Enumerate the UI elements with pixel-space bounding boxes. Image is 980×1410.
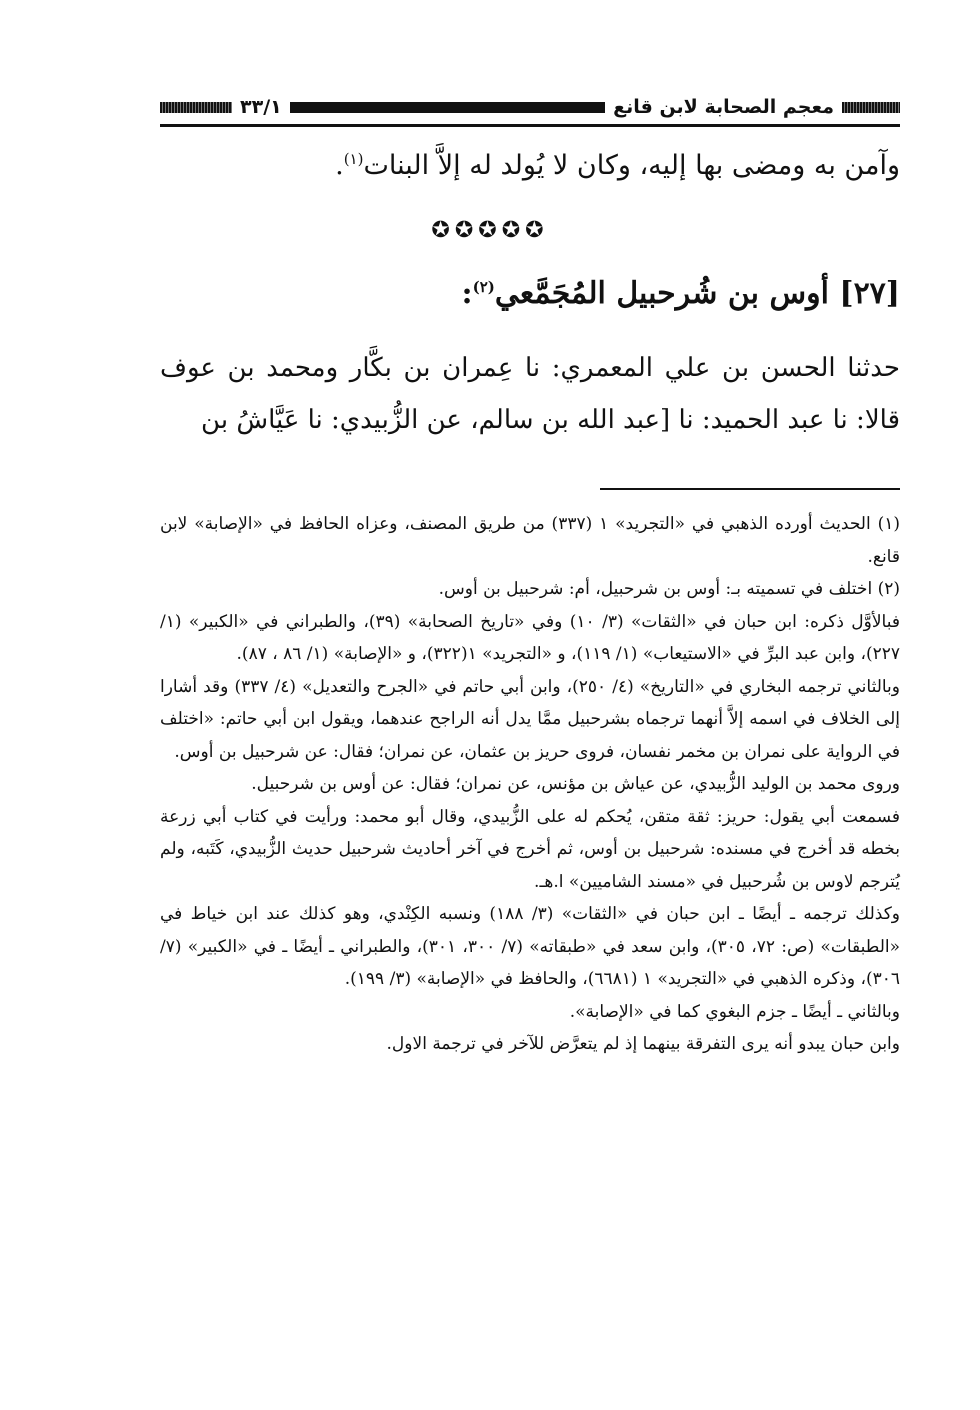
footnote-2-para-5: وكذلك ترجمه ـ أيضًا ـ ابن حبان في «الثقات» (٣/ ١٨٨) ونسبه الكِنْدي، وهو كذلك عند ابن خياط في «الطبقات» (ص: ٧٢، ٣٠٥)، وابن سعد في «طبقاته» (٧/ ٣٠٠، ٣٠١)، والطبراني ـ أيضًا ـ في «الكبير» (٧/ ٣٠٦)، وذكره الذهبي في «التجريد» ١ (٦٦٨١)، والحافظ في «الإصابة» (٣/ ١٩٩).	[160, 904, 900, 989]
body-line-1-end: .	[335, 150, 344, 181]
header-ornament-left	[160, 102, 232, 113]
footnote-separator	[600, 488, 900, 490]
footnote-2-para-4: فسمعت أبي يقول: حريز: ثقة متقن، يُحكم له على الزُّبيدي، وقال أبو محمد: ورأيت في كتاب أبي زرعة بخطه قد أخرج في مسنده: شرحبيل بن أوس، ثم أخرج في آخر أحاديث شرحبيل حديث الزُّبيدي، كَتَبه، ولم يُترجم لاوس بن شُرحبيل في «مسند الشاميين» ا.هـ.	[160, 806, 900, 892]
footnote-ref-1: (١)	[343, 150, 364, 168]
header-page-number: ٣٣/١	[240, 96, 282, 118]
entry-heading	[462, 276, 900, 311]
footnote-2-para-3: وروى محمد بن الوليد الزُّبيدي، عن عياش بن مؤنس، عن نمران؛ فقال: عن أوس بن شرحبيل.	[251, 774, 900, 794]
header-underline	[160, 124, 900, 127]
footnote-2-para-7: وابن حبان يبدو أنه يرى التفرقة بينهما إذ لم يتعرَّض للآخر في ترجمة الاول.	[386, 1034, 900, 1054]
footnote-2: (٢) اختلف في تسميته بـ: أوس بن شرحبيل، أم: شرحبيل بن أوس.	[438, 579, 900, 599]
footnotes-block	[160, 508, 900, 1061]
footnote-2-para-1: فبالأوَّل ذكره: ابن حبان في «الثقات» (٣/ ١٠) وفي «تاريخ الصحابة» (٣٩)، والطبراني في «الكبير» (١/ ٢٢٧)، وابن عبد البرِّ في «الاستيعاب» (١/ ١١٩)، و «التجريد» ١(٣٢٢)، و «الإصابة» (١/ ٨٦ ، ٨٧).	[160, 611, 900, 664]
footnote-1: (١) الحديث أورده الذهبي في «التجريد» ١ (٣٣٧) من طريق المصنف، وعزاه الحافظ في «الإصابة» لابن قانع.	[160, 514, 900, 567]
footnote-2-para-2: وبالثاني ترجمه البخاري في «التاريخ» (٤/ ٢٥٠)، وابن أبي حاتم في «الجرح والتعديل» (٤/ ٣٣٧) وقد أشارا إلى الخلاف في اسمه إلاَّ أنهما ترجماه بشرحبيل ممَّا يدل أنه الراجح عندهما، ويقول ابن أبي حاتم: «اختلف في الرواية على نمران بن مخمر نفسان، فروى حريز بن عثمان، عن نمران؛ فقال: عن شرحبيل بن أوس.	[160, 676, 900, 762]
header-ornament-right	[842, 102, 900, 113]
entry-colon: :	[461, 276, 473, 311]
body-line-1-text: وآمن به ومضى بها إليه، وكان لا يُولد له إلاَّ البنات	[363, 150, 900, 181]
entry-number: [٢٧]	[839, 276, 900, 311]
running-header	[160, 92, 900, 122]
section-separator: ✪✪✪✪✪	[431, 218, 549, 243]
footnote-ref-2: (٢)	[472, 278, 495, 296]
header-rule	[290, 102, 605, 113]
entry-name: أوس بن شُرحبيل المُجَمَّعي	[494, 276, 829, 311]
footnote-2-para-6: وبالثاني ـ أيضًا ـ جزم البغوي كما في «الإصابة».	[569, 1001, 900, 1022]
hadith-chain-paragraph: حدثنا الحسن بن علي المعمري: نا عِمران بن بكَّار ومحمد بن عوف قالا: نا عبد الحميد: نا [عبد الله بن سالم، عن الزُّبيدي: نا عَيَّاشُ بن	[160, 353, 900, 435]
header-book-title: معجم الصحابة لابن قانع	[613, 96, 834, 118]
body-line-1	[335, 150, 900, 181]
